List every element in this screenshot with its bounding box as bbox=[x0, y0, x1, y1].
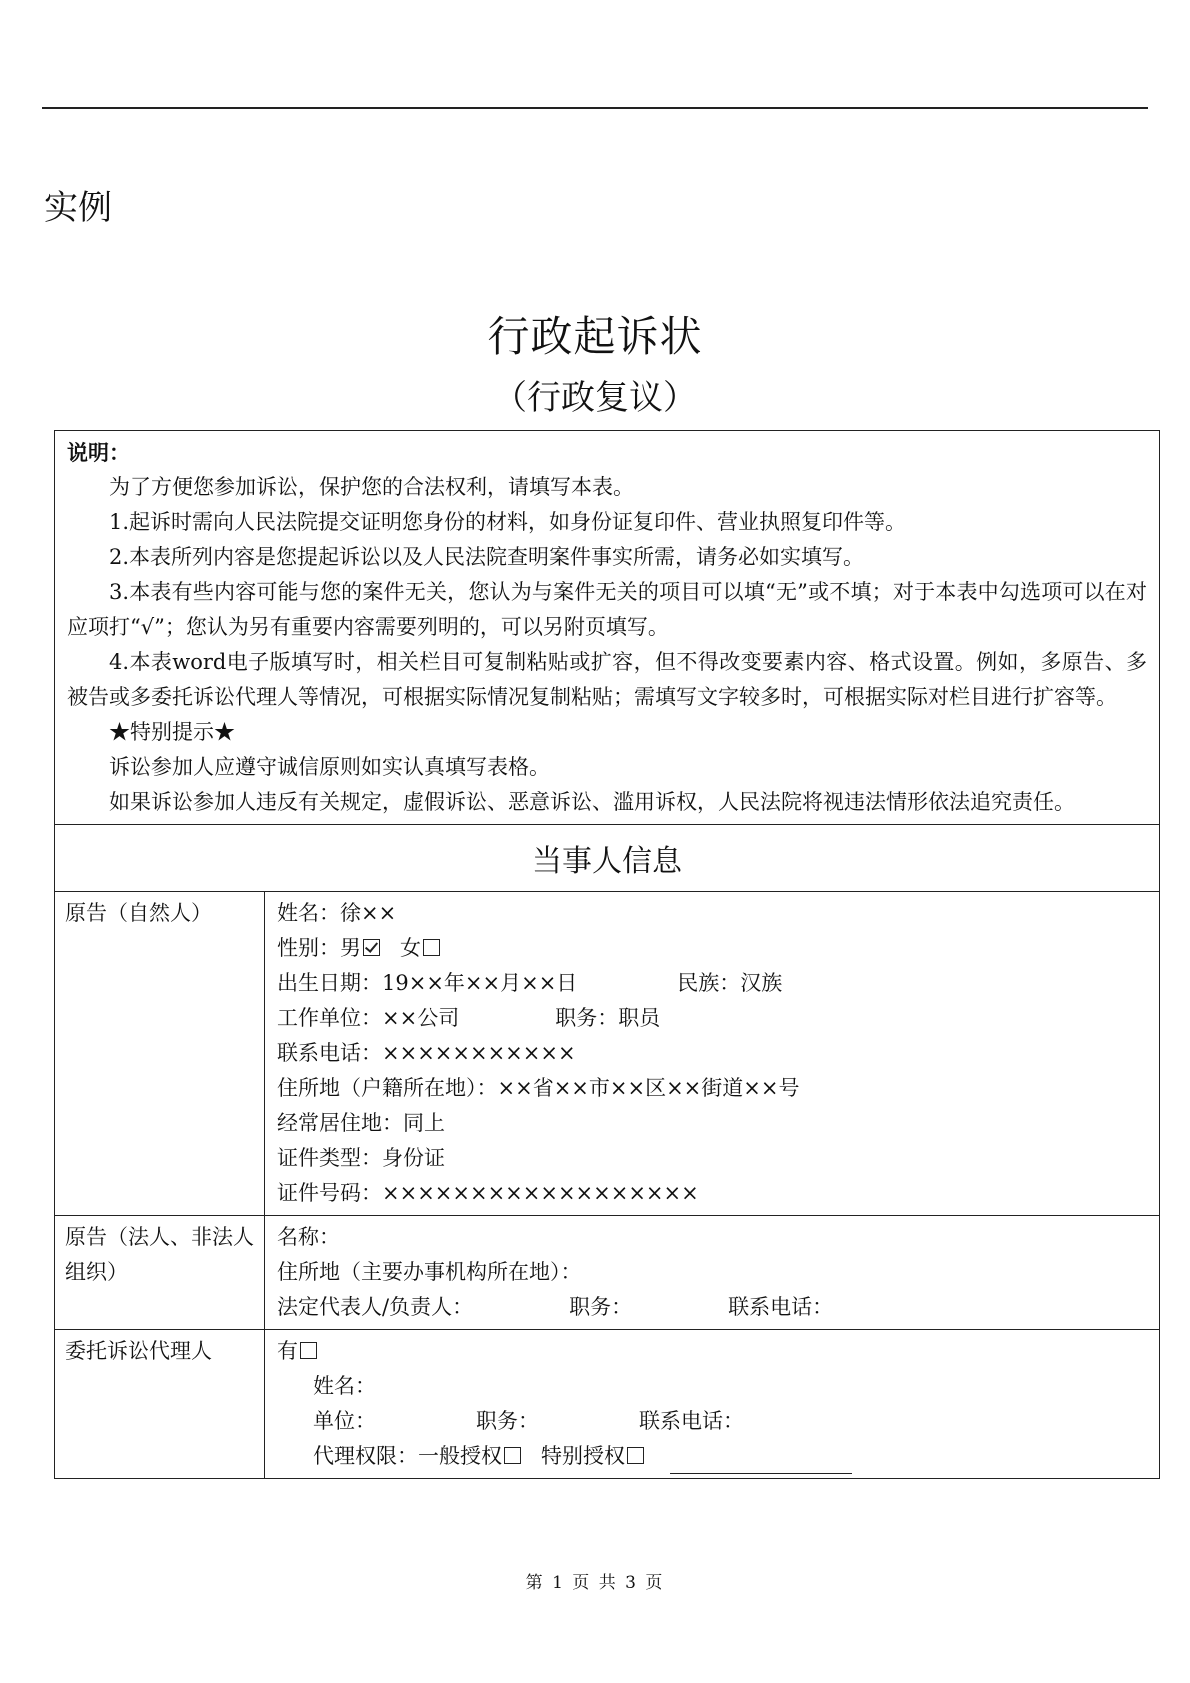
gender-female-label: 女 bbox=[400, 936, 421, 960]
plaintiff-phone[interactable]: 联系电话：××××××××××× bbox=[277, 1041, 576, 1065]
plaintiff-id-type[interactable]: 证件类型：身份证 bbox=[277, 1146, 445, 1170]
notes-paragraph: 为了方便您参加诉讼，保护您的合法权利，请填写本表。 bbox=[109, 475, 634, 499]
agent-authority-line bbox=[277, 1439, 1147, 1474]
agent-authority-label: 代理权限： bbox=[313, 1444, 418, 1468]
agent-row bbox=[55, 1330, 1160, 1479]
plaintiff-gender bbox=[277, 931, 1147, 966]
notes-paragraph: 3.本表有些内容可能与您的案件无关，您认为与案件无关的项目可以填“无”或不填；对于本表中勾选项可以在对应项打“√”；您认为另有重要内容需要列明的，可以另附页填写。 bbox=[67, 580, 1148, 639]
plaintiff-person-values bbox=[265, 892, 1160, 1216]
agent-unit[interactable]: 单位： bbox=[313, 1409, 376, 1433]
org-legal-rep[interactable]: 法定代表人/负责人： bbox=[277, 1295, 474, 1319]
plaintiff-person-label: 原告（自然人） bbox=[55, 892, 265, 1216]
plaintiff-birth[interactable]: 出生日期：19××年××月××日 bbox=[277, 971, 578, 995]
plaintiff-ethnicity[interactable]: 民族：汉族 bbox=[677, 971, 783, 995]
agent-special-checkbox[interactable] bbox=[627, 1447, 644, 1464]
notes-paragraph: 1.起诉时需向人民法院提交证明您身份的材料，如身份证复印件、营业执照复印件等。 bbox=[109, 510, 907, 534]
agent-phone[interactable]: 联系电话： bbox=[639, 1409, 744, 1433]
org-phone[interactable]: 联系电话： bbox=[728, 1295, 834, 1319]
notes-row bbox=[55, 431, 1160, 825]
agent-label: 委托诉讼代理人 bbox=[55, 1330, 265, 1479]
plaintiff-id-number[interactable]: 证件号码：×××××××××××××××××× bbox=[277, 1181, 699, 1205]
notes-cell bbox=[55, 431, 1160, 825]
agent-authority-blank[interactable] bbox=[670, 1447, 852, 1474]
org-legal-rep-line bbox=[277, 1290, 1147, 1325]
agent-special-label: 特别授权 bbox=[541, 1444, 625, 1468]
document-subtitle: （行政复议） bbox=[493, 378, 697, 418]
org-position[interactable]: 职务： bbox=[569, 1295, 633, 1319]
plaintiff-org-label: 原告（法人、非法人组织） bbox=[55, 1216, 265, 1330]
plaintiff-person-row bbox=[55, 892, 1160, 1216]
agent-general-checkbox[interactable] bbox=[504, 1447, 521, 1464]
plaintiff-birth-ethnicity bbox=[277, 966, 1147, 1001]
complaint-form-table bbox=[54, 430, 1160, 1479]
plaintiff-position[interactable]: 职务：职员 bbox=[555, 1006, 661, 1030]
agent-general-label: 一般授权 bbox=[418, 1444, 502, 1468]
gender-male-checkbox[interactable] bbox=[363, 939, 380, 956]
agent-has-label: 有 bbox=[277, 1339, 298, 1363]
notes-paragraph: 2.本表所列内容是您提起诉讼以及人民法院查明案件事实所需，请务必如实填写。 bbox=[109, 545, 865, 569]
document-title: 行政起诉状 bbox=[487, 312, 703, 361]
org-name[interactable]: 名称： bbox=[277, 1225, 340, 1249]
plaintiff-residence[interactable]: 住所地（户籍所在地）：××省××市××区××街道××号 bbox=[277, 1076, 800, 1100]
example-label: 实例 bbox=[44, 188, 112, 228]
page-number: 第 1 页 共 3 页 bbox=[525, 1573, 665, 1593]
agent-values bbox=[265, 1330, 1160, 1479]
agent-position[interactable]: 职务： bbox=[476, 1409, 539, 1433]
gender-female-checkbox[interactable] bbox=[423, 939, 440, 956]
plaintiff-org-values bbox=[265, 1216, 1160, 1330]
notes-heading: 说明： bbox=[67, 440, 130, 465]
org-address[interactable]: 住所地（主要办事机构所在地）： bbox=[277, 1260, 582, 1284]
agent-has-checkbox[interactable] bbox=[300, 1342, 317, 1359]
gender-label: 性别： bbox=[277, 936, 340, 960]
plaintiff-habitual-residence[interactable]: 经常居住地：同上 bbox=[277, 1111, 445, 1135]
notes-paragraph: 4.本表word电子版填写时，相关栏目可复制粘贴或扩容，但不得改变要素内容、格式设置。例如，多原告、多被告或多委托诉讼代理人等情况，可根据实际情况复制粘贴；需填写文字较多时，可根据实际对栏目进行扩容等。 bbox=[67, 650, 1148, 709]
notes-paragraph: 诉讼参加人应遵守诚信原则如实认真填写表格。 bbox=[109, 755, 550, 779]
agent-has-line bbox=[277, 1334, 1147, 1369]
agent-name[interactable]: 姓名： bbox=[313, 1374, 376, 1398]
agent-unit-line bbox=[277, 1404, 1147, 1439]
gender-male-label: 男 bbox=[340, 936, 361, 960]
plaintiff-org-row bbox=[55, 1216, 1160, 1330]
special-notice-heading: ★特别提示★ bbox=[109, 720, 235, 744]
notes-paragraph: 如果诉讼参加人违反有关规定，虚假诉讼、恶意诉讼、滥用诉权，人民法院将视违法情形依法追究责任。 bbox=[109, 790, 1075, 814]
plaintiff-name[interactable]: 姓名：徐×× bbox=[277, 901, 397, 925]
parties-header-row bbox=[55, 825, 1160, 892]
plaintiff-employer[interactable]: 工作单位：××公司 bbox=[277, 1006, 460, 1030]
plaintiff-employer-position bbox=[277, 1001, 1147, 1036]
header-rule bbox=[42, 107, 1148, 109]
parties-section-title: 当事人信息 bbox=[55, 825, 1160, 892]
